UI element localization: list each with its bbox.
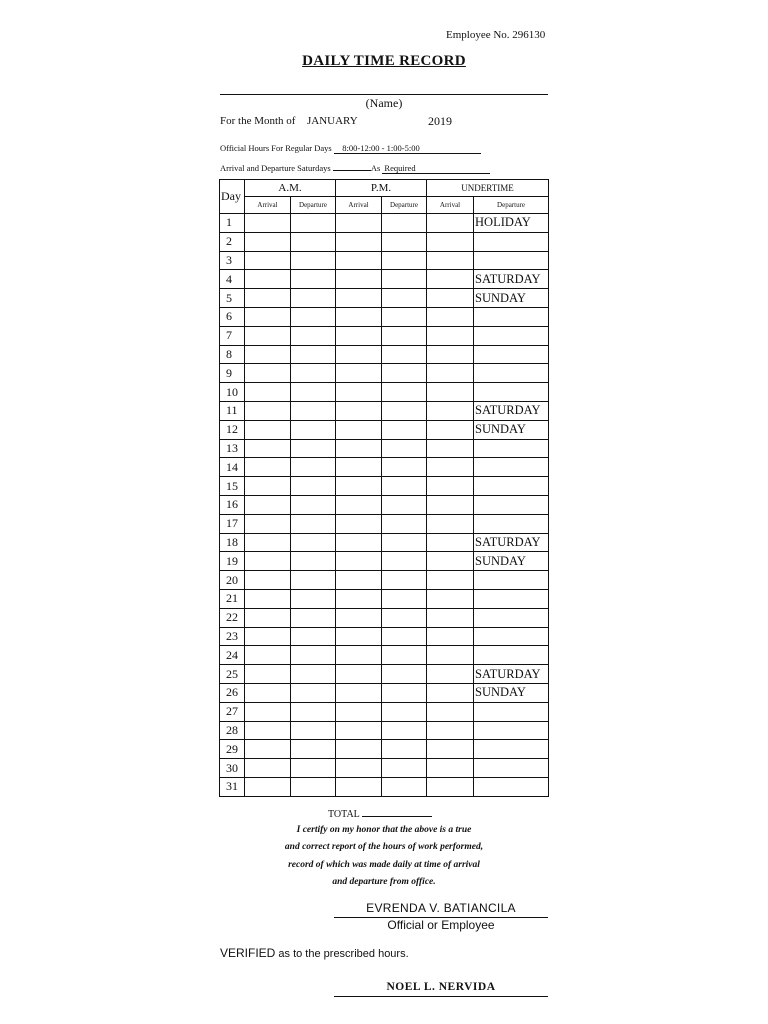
total-row bbox=[328, 807, 432, 820]
name-caption: (Name) bbox=[365, 96, 403, 110]
page-title: DAILY TIME RECORD bbox=[302, 53, 466, 69]
table-row bbox=[220, 214, 549, 233]
table-row bbox=[220, 477, 549, 496]
am-departure-cell[interactable] bbox=[291, 552, 336, 571]
am-arrival-cell[interactable] bbox=[245, 270, 291, 289]
undertime-arrival-cell[interactable] bbox=[427, 232, 474, 251]
pm-departure-cell[interactable] bbox=[382, 759, 427, 778]
am-departure-cell[interactable] bbox=[291, 345, 336, 364]
saturdays-label: Arrival and Departure Saturdays bbox=[220, 163, 331, 173]
undertime-arrival-cell[interactable] bbox=[427, 740, 474, 759]
table-row bbox=[220, 721, 549, 740]
day-number: 24 bbox=[220, 646, 245, 665]
undertime-departure-cell[interactable]: SATURDAY bbox=[474, 533, 549, 552]
certification-line: and departure from office. bbox=[332, 876, 436, 887]
table-row bbox=[220, 571, 549, 590]
pm-arrival-cell[interactable] bbox=[336, 383, 382, 402]
pm-header: P.M. bbox=[336, 180, 427, 197]
am-arrival-cell[interactable] bbox=[245, 326, 291, 345]
table-row bbox=[220, 364, 549, 383]
day-number: 30 bbox=[220, 759, 245, 778]
table-row bbox=[220, 495, 549, 514]
table-row bbox=[220, 383, 549, 402]
undertime-arrival-header: Arrival bbox=[427, 197, 474, 214]
pm-departure-cell[interactable] bbox=[382, 514, 427, 533]
pm-arrival-cell[interactable] bbox=[336, 533, 382, 552]
am-departure-cell[interactable] bbox=[291, 383, 336, 402]
am-arrival-header: Arrival bbox=[245, 197, 291, 214]
pm-arrival-cell[interactable] bbox=[336, 514, 382, 533]
undertime-departure-cell[interactable] bbox=[474, 571, 549, 590]
pm-departure-cell[interactable] bbox=[382, 232, 427, 251]
day-number: 23 bbox=[220, 627, 245, 646]
undertime-arrival-cell[interactable] bbox=[427, 345, 474, 364]
saturdays-value: Required bbox=[382, 163, 489, 174]
pm-arrival-cell[interactable] bbox=[336, 307, 382, 326]
pm-arrival-cell[interactable] bbox=[336, 589, 382, 608]
am-arrival-cell[interactable] bbox=[245, 420, 291, 439]
am-arrival-cell[interactable] bbox=[245, 740, 291, 759]
undertime-departure-cell[interactable] bbox=[474, 439, 549, 458]
pm-arrival-cell[interactable] bbox=[336, 777, 382, 796]
undertime-arrival-cell[interactable] bbox=[427, 251, 474, 270]
undertime-arrival-cell[interactable] bbox=[427, 721, 474, 740]
day-number: 3 bbox=[220, 251, 245, 270]
certification-line: record of which was made daily at time of arrival bbox=[288, 859, 480, 870]
undertime-arrival-cell[interactable] bbox=[427, 495, 474, 514]
signer-role: Official or Employee bbox=[387, 918, 495, 932]
table-row bbox=[220, 326, 549, 345]
table-row bbox=[220, 458, 549, 477]
pm-departure-cell[interactable] bbox=[382, 420, 427, 439]
undertime-departure-cell[interactable]: HOLIDAY bbox=[474, 214, 549, 233]
undertime-departure-cell[interactable] bbox=[474, 721, 549, 740]
pm-departure-cell[interactable] bbox=[382, 345, 427, 364]
undertime-departure-cell[interactable] bbox=[474, 608, 549, 627]
name-line bbox=[220, 94, 548, 95]
undertime-departure-cell[interactable]: SATURDAY bbox=[474, 665, 549, 684]
total-label: TOTAL bbox=[328, 809, 360, 820]
day-number: 5 bbox=[220, 289, 245, 308]
day-number: 7 bbox=[220, 326, 245, 345]
undertime-departure-cell[interactable] bbox=[474, 345, 549, 364]
undertime-arrival-cell[interactable] bbox=[427, 458, 474, 477]
day-number: 2 bbox=[220, 232, 245, 251]
undertime-departure-cell[interactable] bbox=[474, 627, 549, 646]
undertime-arrival-cell[interactable] bbox=[427, 627, 474, 646]
day-number: 18 bbox=[220, 533, 245, 552]
am-arrival-cell[interactable] bbox=[245, 251, 291, 270]
day-number: 11 bbox=[220, 401, 245, 420]
day-number: 9 bbox=[220, 364, 245, 383]
am-arrival-cell[interactable] bbox=[245, 439, 291, 458]
pm-departure-cell[interactable] bbox=[382, 439, 427, 458]
day-number: 29 bbox=[220, 740, 245, 759]
am-arrival-cell[interactable] bbox=[245, 627, 291, 646]
undertime-departure-cell[interactable] bbox=[474, 383, 549, 402]
certification-line: and correct report of the hours of work performed, bbox=[284, 842, 484, 853]
official-hours-row bbox=[220, 143, 481, 154]
table-row bbox=[220, 270, 549, 289]
pm-arrival-cell[interactable] bbox=[336, 627, 382, 646]
pm-arrival-cell[interactable] bbox=[336, 364, 382, 383]
table-row bbox=[220, 533, 549, 552]
pm-departure-cell[interactable] bbox=[382, 326, 427, 345]
table-row bbox=[220, 307, 549, 326]
am-arrival-cell[interactable] bbox=[245, 646, 291, 665]
undertime-departure-cell[interactable] bbox=[474, 364, 549, 383]
undertime-arrival-cell[interactable] bbox=[427, 289, 474, 308]
undertime-departure-cell[interactable] bbox=[474, 307, 549, 326]
verified-word: VERIFIED bbox=[220, 946, 276, 960]
undertime-departure-cell[interactable] bbox=[474, 740, 549, 759]
am-departure-cell[interactable] bbox=[291, 289, 336, 308]
undertime-departure-cell[interactable]: SUNDAY bbox=[474, 683, 549, 702]
pm-departure-cell[interactable] bbox=[382, 740, 427, 759]
pm-departure-cell[interactable] bbox=[382, 721, 427, 740]
official-hours-label: Official Hours For Regular Days bbox=[220, 143, 332, 153]
am-arrival-cell[interactable] bbox=[245, 702, 291, 721]
pm-arrival-cell[interactable] bbox=[336, 646, 382, 665]
undertime-arrival-cell[interactable] bbox=[427, 571, 474, 590]
undertime-arrival-cell[interactable] bbox=[427, 214, 474, 233]
undertime-departure-cell[interactable] bbox=[474, 458, 549, 477]
day-number: 12 bbox=[220, 420, 245, 439]
day-number: 20 bbox=[220, 571, 245, 590]
undertime-arrival-cell[interactable] bbox=[427, 364, 474, 383]
pm-departure-cell[interactable] bbox=[382, 214, 427, 233]
undertime-arrival-cell[interactable] bbox=[427, 589, 474, 608]
pm-arrival-cell[interactable] bbox=[336, 608, 382, 627]
undertime-arrival-cell[interactable] bbox=[427, 477, 474, 496]
pm-departure-cell[interactable] bbox=[382, 608, 427, 627]
pm-departure-cell[interactable] bbox=[382, 383, 427, 402]
am-arrival-cell[interactable] bbox=[245, 232, 291, 251]
pm-arrival-cell[interactable] bbox=[336, 439, 382, 458]
am-departure-cell[interactable] bbox=[291, 589, 336, 608]
pm-departure-cell[interactable] bbox=[382, 552, 427, 571]
am-arrival-cell[interactable] bbox=[245, 552, 291, 571]
undertime-departure-header: Departure bbox=[474, 197, 549, 214]
table-row bbox=[220, 665, 549, 684]
day-number: 4 bbox=[220, 270, 245, 289]
undertime-arrival-cell[interactable] bbox=[427, 533, 474, 552]
verifier-name: NOEL L. NERVIDA bbox=[386, 981, 496, 993]
table-row bbox=[220, 232, 549, 251]
day-number: 13 bbox=[220, 439, 245, 458]
am-departure-cell[interactable] bbox=[291, 477, 336, 496]
verified-text: as to the prescribed hours. bbox=[278, 948, 409, 960]
day-number: 1 bbox=[220, 214, 245, 233]
pm-departure-cell[interactable] bbox=[382, 477, 427, 496]
undertime-departure-cell[interactable]: SUNDAY bbox=[474, 289, 549, 308]
undertime-arrival-cell[interactable] bbox=[427, 439, 474, 458]
pm-departure-cell[interactable] bbox=[382, 589, 427, 608]
am-header: A.M. bbox=[245, 180, 336, 197]
am-arrival-cell[interactable] bbox=[245, 721, 291, 740]
pm-arrival-cell[interactable] bbox=[336, 214, 382, 233]
month-row bbox=[220, 114, 452, 128]
day-number: 19 bbox=[220, 552, 245, 571]
table-row bbox=[220, 740, 549, 759]
table-row bbox=[220, 552, 549, 571]
am-departure-cell[interactable] bbox=[291, 307, 336, 326]
undertime-departure-cell[interactable] bbox=[474, 232, 549, 251]
table-row bbox=[220, 401, 549, 420]
verified-statement bbox=[220, 946, 409, 960]
am-departure-cell[interactable] bbox=[291, 777, 336, 796]
am-departure-cell[interactable] bbox=[291, 533, 336, 552]
pm-arrival-cell[interactable] bbox=[336, 232, 382, 251]
undertime-departure-cell[interactable] bbox=[474, 702, 549, 721]
pm-arrival-cell[interactable] bbox=[336, 251, 382, 270]
pm-arrival-cell[interactable] bbox=[336, 721, 382, 740]
pm-arrival-cell[interactable] bbox=[336, 477, 382, 496]
total-blank bbox=[362, 807, 432, 817]
time-record-table bbox=[219, 179, 549, 797]
undertime-departure-cell[interactable] bbox=[474, 589, 549, 608]
month-value: JANUARY bbox=[307, 115, 358, 127]
undertime-arrival-cell[interactable] bbox=[427, 326, 474, 345]
day-number: 10 bbox=[220, 383, 245, 402]
am-departure-cell[interactable] bbox=[291, 646, 336, 665]
am-departure-cell[interactable] bbox=[291, 270, 336, 289]
pm-arrival-cell[interactable] bbox=[336, 345, 382, 364]
undertime-arrival-cell[interactable] bbox=[427, 759, 474, 778]
am-departure-cell[interactable] bbox=[291, 740, 336, 759]
undertime-arrival-cell[interactable] bbox=[427, 702, 474, 721]
am-departure-cell[interactable] bbox=[291, 251, 336, 270]
saturdays-blank bbox=[333, 161, 371, 171]
undertime-arrival-cell[interactable] bbox=[427, 383, 474, 402]
undertime-departure-cell[interactable]: SUNDAY bbox=[474, 420, 549, 439]
day-number: 25 bbox=[220, 665, 245, 684]
undertime-arrival-cell[interactable] bbox=[427, 270, 474, 289]
undertime-arrival-cell[interactable] bbox=[427, 514, 474, 533]
am-departure-cell[interactable] bbox=[291, 665, 336, 684]
table-row bbox=[220, 608, 549, 627]
pm-arrival-cell[interactable] bbox=[336, 759, 382, 778]
pm-departure-cell[interactable] bbox=[382, 307, 427, 326]
am-departure-cell[interactable] bbox=[291, 495, 336, 514]
verifier-signature-line bbox=[334, 996, 548, 997]
pm-departure-cell[interactable] bbox=[382, 458, 427, 477]
undertime-departure-cell[interactable] bbox=[474, 646, 549, 665]
undertime-arrival-cell[interactable] bbox=[427, 683, 474, 702]
am-departure-cell[interactable] bbox=[291, 364, 336, 383]
pm-departure-cell[interactable] bbox=[382, 702, 427, 721]
day-number: 27 bbox=[220, 702, 245, 721]
am-departure-cell[interactable] bbox=[291, 232, 336, 251]
day-number: 6 bbox=[220, 307, 245, 326]
day-number: 16 bbox=[220, 495, 245, 514]
am-departure-cell[interactable] bbox=[291, 759, 336, 778]
employee-number: Employee No. 296130 bbox=[446, 29, 546, 41]
pm-arrival-cell[interactable] bbox=[336, 326, 382, 345]
am-arrival-cell[interactable] bbox=[245, 683, 291, 702]
table-row bbox=[220, 759, 549, 778]
am-arrival-cell[interactable] bbox=[245, 571, 291, 590]
pm-departure-cell[interactable] bbox=[382, 777, 427, 796]
am-departure-cell[interactable] bbox=[291, 420, 336, 439]
pm-departure-header: Departure bbox=[382, 197, 427, 214]
am-arrival-cell[interactable] bbox=[245, 458, 291, 477]
certification-line: I certify on my honor that the above is a true bbox=[296, 825, 472, 835]
am-arrival-cell[interactable] bbox=[245, 383, 291, 402]
pm-arrival-cell[interactable] bbox=[336, 702, 382, 721]
am-departure-cell[interactable] bbox=[291, 627, 336, 646]
am-arrival-cell[interactable] bbox=[245, 401, 291, 420]
pm-arrival-cell[interactable] bbox=[336, 552, 382, 571]
am-arrival-cell[interactable] bbox=[245, 608, 291, 627]
day-number: 21 bbox=[220, 589, 245, 608]
undertime-departure-cell[interactable]: SATURDAY bbox=[474, 270, 549, 289]
pm-departure-cell[interactable] bbox=[382, 646, 427, 665]
am-departure-cell[interactable] bbox=[291, 514, 336, 533]
pm-arrival-header: Arrival bbox=[336, 197, 382, 214]
pm-departure-cell[interactable] bbox=[382, 665, 427, 684]
am-arrival-cell[interactable] bbox=[245, 514, 291, 533]
certification-text bbox=[240, 822, 528, 891]
pm-departure-cell[interactable] bbox=[382, 627, 427, 646]
am-arrival-cell[interactable] bbox=[245, 533, 291, 552]
am-arrival-cell[interactable] bbox=[245, 345, 291, 364]
pm-arrival-cell[interactable] bbox=[336, 420, 382, 439]
pm-departure-cell[interactable] bbox=[382, 364, 427, 383]
day-number: 8 bbox=[220, 345, 245, 364]
pm-departure-cell[interactable] bbox=[382, 533, 427, 552]
pm-arrival-cell[interactable] bbox=[336, 270, 382, 289]
pm-arrival-cell[interactable] bbox=[336, 665, 382, 684]
table-row bbox=[220, 439, 549, 458]
am-arrival-cell[interactable] bbox=[245, 777, 291, 796]
pm-departure-cell[interactable] bbox=[382, 401, 427, 420]
undertime-arrival-cell[interactable] bbox=[427, 401, 474, 420]
pm-arrival-cell[interactable] bbox=[336, 401, 382, 420]
pm-departure-cell[interactable] bbox=[382, 251, 427, 270]
am-departure-cell[interactable] bbox=[291, 683, 336, 702]
day-number: 15 bbox=[220, 477, 245, 496]
saturday-hours-row bbox=[220, 161, 490, 174]
pm-arrival-cell[interactable] bbox=[336, 289, 382, 308]
am-departure-cell[interactable] bbox=[291, 721, 336, 740]
am-arrival-cell[interactable] bbox=[245, 495, 291, 514]
am-arrival-cell[interactable] bbox=[245, 364, 291, 383]
table-row bbox=[220, 646, 549, 665]
pm-arrival-cell[interactable] bbox=[336, 740, 382, 759]
undertime-departure-cell[interactable]: SUNDAY bbox=[474, 552, 549, 571]
am-arrival-cell[interactable] bbox=[245, 759, 291, 778]
am-arrival-cell[interactable] bbox=[245, 589, 291, 608]
pm-arrival-cell[interactable] bbox=[336, 458, 382, 477]
table-row bbox=[220, 289, 549, 308]
am-departure-cell[interactable] bbox=[291, 458, 336, 477]
pm-departure-cell[interactable] bbox=[382, 571, 427, 590]
am-arrival-cell[interactable] bbox=[245, 477, 291, 496]
undertime-departure-cell[interactable] bbox=[474, 477, 549, 496]
pm-arrival-cell[interactable] bbox=[336, 571, 382, 590]
day-number: 22 bbox=[220, 608, 245, 627]
undertime-arrival-cell[interactable] bbox=[427, 665, 474, 684]
undertime-arrival-cell[interactable] bbox=[427, 646, 474, 665]
official-hours-value: 8:00-12:00 - 1:00-5:00 bbox=[334, 143, 481, 154]
day-column-header: Day bbox=[220, 180, 245, 214]
table-row bbox=[220, 345, 549, 364]
am-arrival-cell[interactable] bbox=[245, 289, 291, 308]
table-row bbox=[220, 514, 549, 533]
am-departure-cell[interactable] bbox=[291, 702, 336, 721]
table-row bbox=[220, 627, 549, 646]
am-departure-cell[interactable] bbox=[291, 571, 336, 590]
undertime-arrival-cell[interactable] bbox=[427, 420, 474, 439]
am-arrival-cell[interactable] bbox=[245, 214, 291, 233]
day-number: 28 bbox=[220, 721, 245, 740]
am-departure-cell[interactable] bbox=[291, 608, 336, 627]
time-record-rows bbox=[220, 214, 549, 797]
undertime-departure-cell[interactable] bbox=[474, 495, 549, 514]
undertime-header: UNDERTIME bbox=[427, 180, 549, 197]
undertime-departure-cell[interactable]: SATURDAY bbox=[474, 401, 549, 420]
table-row bbox=[220, 683, 549, 702]
saturdays-as-label: As bbox=[370, 163, 381, 173]
am-departure-header: Departure bbox=[291, 197, 336, 214]
undertime-departure-cell[interactable] bbox=[474, 759, 549, 778]
pm-departure-cell[interactable] bbox=[382, 270, 427, 289]
table-row bbox=[220, 251, 549, 270]
year-value: 2019 bbox=[428, 114, 452, 128]
undertime-departure-cell[interactable] bbox=[474, 777, 549, 796]
undertime-departure-cell[interactable] bbox=[474, 514, 549, 533]
undertime-arrival-cell[interactable] bbox=[427, 307, 474, 326]
undertime-arrival-cell[interactable] bbox=[427, 608, 474, 627]
am-departure-cell[interactable] bbox=[291, 326, 336, 345]
undertime-arrival-cell[interactable] bbox=[427, 552, 474, 571]
table-row bbox=[220, 589, 549, 608]
day-number: 31 bbox=[220, 777, 245, 796]
signer-name: EVRENDA V. BATIANCILA bbox=[366, 901, 516, 915]
pm-departure-cell[interactable] bbox=[382, 683, 427, 702]
pm-arrival-cell[interactable] bbox=[336, 683, 382, 702]
undertime-departure-cell[interactable] bbox=[474, 326, 549, 345]
day-number: 17 bbox=[220, 514, 245, 533]
am-departure-cell[interactable] bbox=[291, 214, 336, 233]
pm-departure-cell[interactable] bbox=[382, 289, 427, 308]
am-arrival-cell[interactable] bbox=[245, 665, 291, 684]
undertime-arrival-cell[interactable] bbox=[427, 777, 474, 796]
month-label: For the Month of bbox=[220, 115, 296, 127]
table-row bbox=[220, 777, 549, 796]
am-arrival-cell[interactable] bbox=[245, 307, 291, 326]
am-departure-cell[interactable] bbox=[291, 439, 336, 458]
day-number: 26 bbox=[220, 683, 245, 702]
table-row bbox=[220, 420, 549, 439]
pm-departure-cell[interactable] bbox=[382, 495, 427, 514]
undertime-departure-cell[interactable] bbox=[474, 251, 549, 270]
pm-arrival-cell[interactable] bbox=[336, 495, 382, 514]
am-departure-cell[interactable] bbox=[291, 401, 336, 420]
table-row bbox=[220, 702, 549, 721]
day-number: 14 bbox=[220, 458, 245, 477]
